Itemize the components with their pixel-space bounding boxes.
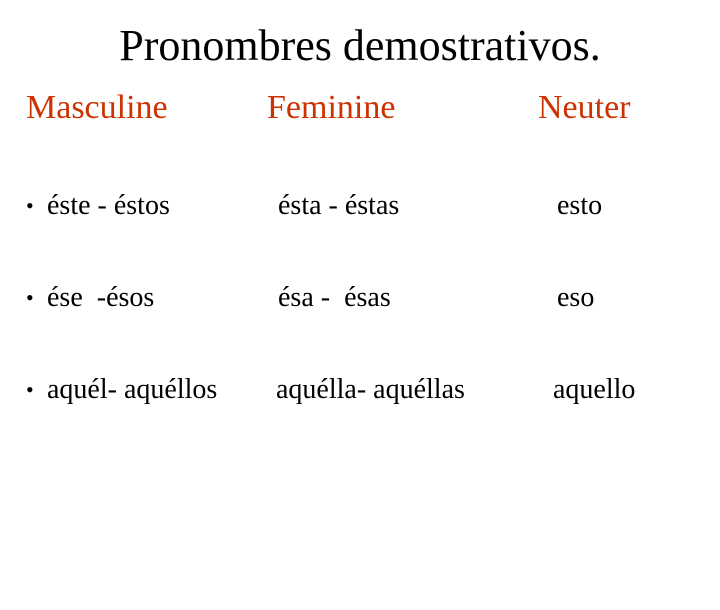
slide-title: Pronombres demostrativos. [119,21,601,70]
bullet: • [26,193,34,218]
masculine-forms: éste - éstos [47,190,170,221]
feminine-forms: aquélla- aquéllas [276,374,465,405]
pronoun-row [0,278,720,318]
header-neuter: Neuter [538,89,631,126]
neuter-form: esto [557,190,603,221]
masculine-forms: aquél- aquéllos [47,374,218,405]
feminine-forms: ésa - ésas [278,282,391,313]
bullet: • [26,377,34,402]
header-masculine: Masculine [26,89,168,126]
neuter-form: eso [557,282,595,313]
feminine-forms: ésta - éstas [278,190,400,221]
masculine-forms: ése -ésos [47,282,155,313]
pronoun-row [0,370,720,410]
bullet: • [26,285,34,310]
pronoun-row [0,186,720,226]
header-feminine: Feminine [267,89,396,126]
neuter-form: aquello [553,374,636,405]
